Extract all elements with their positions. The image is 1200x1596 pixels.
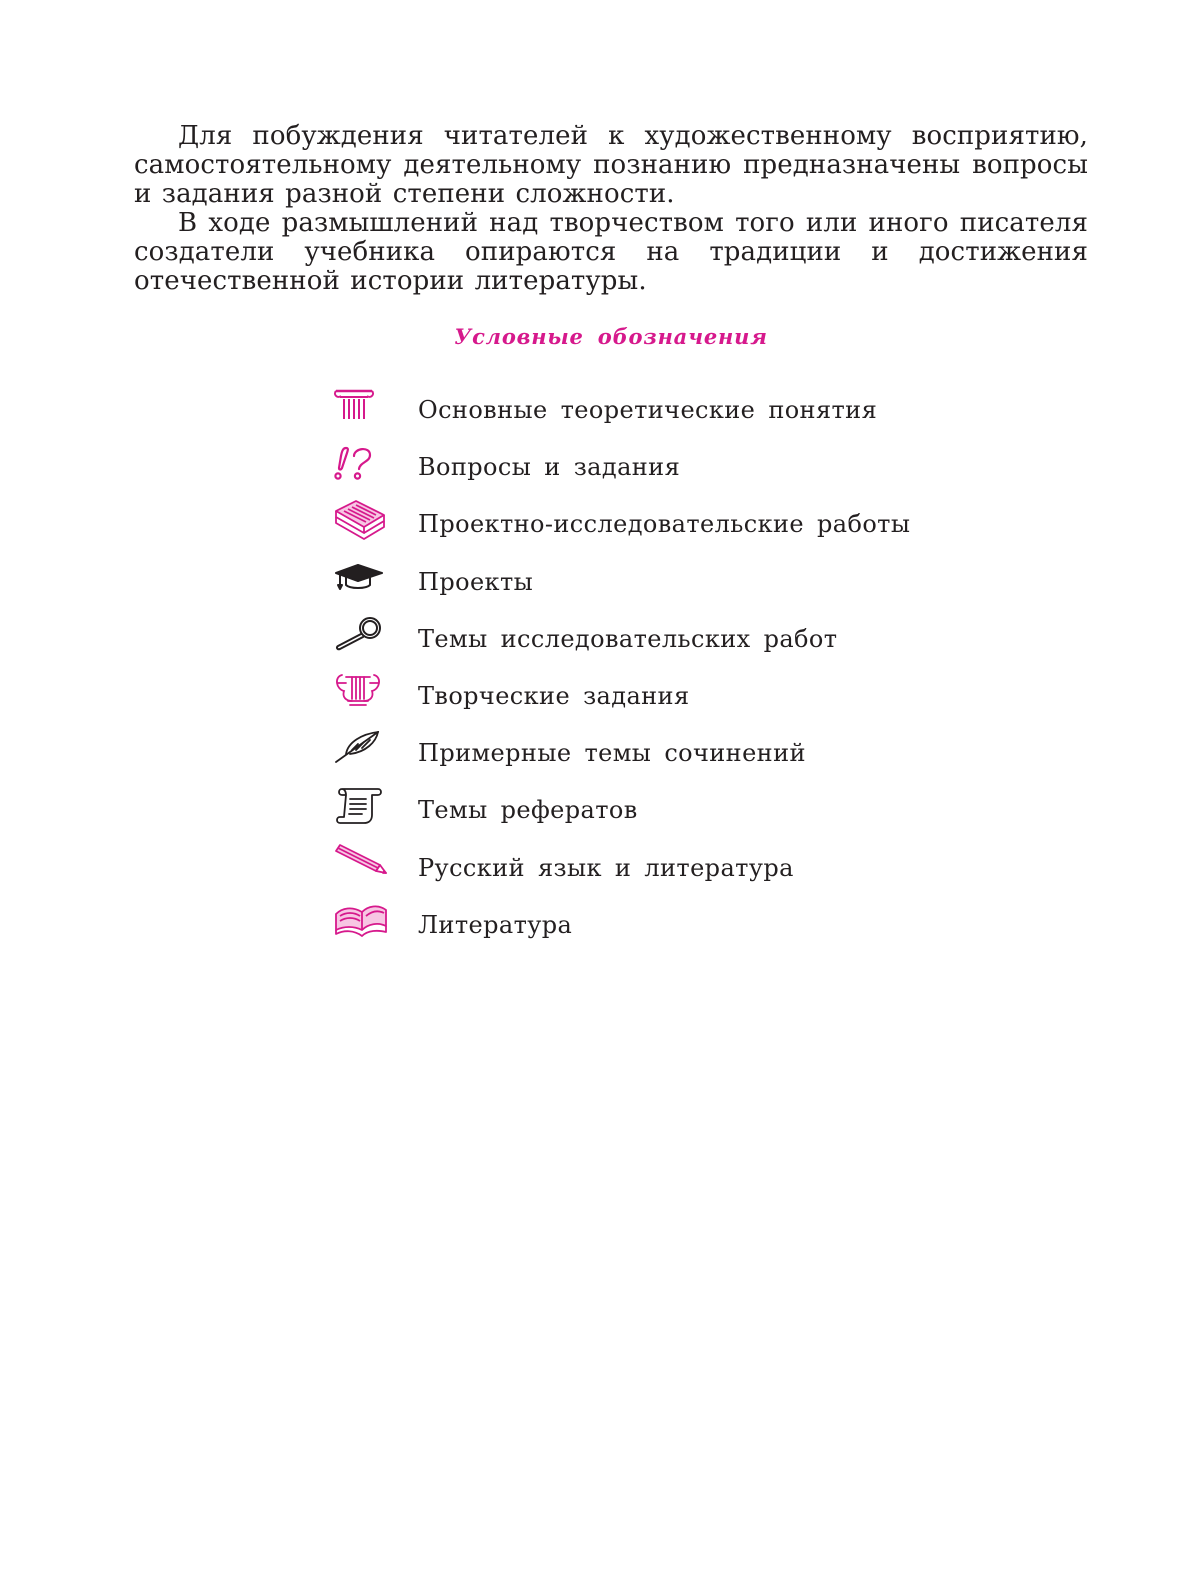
legend-item xyxy=(332,385,952,442)
legend-item xyxy=(332,900,952,957)
column-capital-icon xyxy=(332,385,388,433)
scroll-icon xyxy=(332,785,388,833)
legend-item xyxy=(332,614,952,671)
legend-item xyxy=(332,671,952,728)
exclamation-question-icon xyxy=(332,442,388,490)
legend-item-label: Творческие задания xyxy=(418,681,690,710)
magnifying-glass-icon xyxy=(332,614,388,662)
legend-item xyxy=(332,843,952,900)
legend-item xyxy=(332,785,952,842)
lyre-icon xyxy=(332,671,388,719)
open-book-icon xyxy=(332,900,388,948)
intro-paragraph-2: В ходе размышлений над творчеством того или иного писателя создатели учебника опираются на традиции и достижения отечественной истории литературы. xyxy=(134,208,1088,296)
legend-item xyxy=(332,728,952,785)
legend-item-label: Примерные темы сочинений xyxy=(418,739,806,768)
graduation-cap-icon xyxy=(332,557,388,605)
legend-list xyxy=(332,385,952,957)
pencil-icon xyxy=(332,843,388,891)
intro-paragraph-1: Для побуждения читателей к художественному восприятию, самостоятельному деятельному познанию предназначены вопросы и задания разной степени сложности. xyxy=(134,121,1088,209)
quill-feather-icon xyxy=(332,728,388,776)
legend-item xyxy=(332,499,952,556)
legend-item xyxy=(332,442,952,499)
legend-item-label: Вопросы и задания xyxy=(418,453,681,482)
legend-item-label: Литература xyxy=(418,910,573,939)
legend-title: Условные обозначения xyxy=(454,324,768,349)
legend-item-label: Темы исследовательских работ xyxy=(418,624,838,653)
legend-item-label: Русский язык и литература xyxy=(418,853,794,882)
stacked-papers-icon xyxy=(332,499,388,547)
legend-item-label: Проектно-исследовательские работы xyxy=(418,510,911,539)
legend-item-label: Основные теоретические понятия xyxy=(418,396,878,424)
intro-text xyxy=(134,122,1088,296)
legend-item-label: Проекты xyxy=(418,567,534,596)
legend-item-label: Темы рефератов xyxy=(418,796,638,825)
legend-item xyxy=(332,557,952,614)
